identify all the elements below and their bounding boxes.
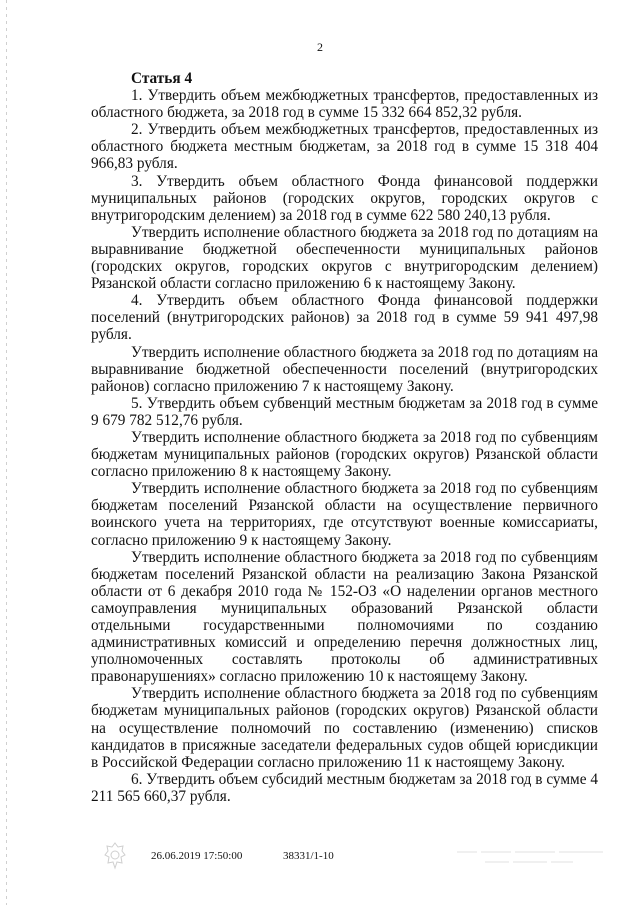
footer-document-code: 38331/1-10: [283, 850, 334, 862]
paragraph: 5. Утвердить объем субвенций местным бюджетам за 2018 год в сумме 9 679 782 512,76 рубля.: [91, 394, 598, 429]
page-footer: [0, 850, 640, 880]
paragraph: 2. Утвердить объем межбюджетных трансфертов, предоставленных из областного бюджета местным бюджетам, за 2018 год в сумме 15 318 404 966,83 рубля.: [91, 121, 598, 173]
paragraph: Утвердить исполнение областного бюджета за 2018 год по дотациям на выравнивание бюджетной обеспеченности поселений (внутригородских районов) согласно приложению 7 к настоящему Закону.: [91, 343, 598, 395]
paragraph: 4. Утвердить объем областного Фонда финансовой поддержки поселений (внутригородских районов) за 2018 год в сумме 59 941 497,98 рубля.: [91, 292, 598, 344]
paragraph: Утвердить исполнение областного бюджета за 2018 год по субвенциям бюджетам поселений Рязанской области на реализацию Закона Рязанской области от 6 декабря 2010 года № 152-ОЗ «О наделении органов местного самоуправления муниципальных образований Рязанской области отдельными государственными полномочиями по созданию административных комиссий и определению перечня должностных лиц, уполномоченных составлять протоколы об административных правонарушениях» согласно приложению 10 к настоящему Закону.: [91, 548, 598, 686]
page-edge-mark: [6, 0, 7, 905]
paragraph: 3. Утвердить объем областного Фонда финансовой поддержки муниципальных районов (городских округов, городских округов с внутригородским делением) за 2018 год в сумме 622 580 240,13 рубля.: [91, 172, 598, 224]
page-number: 2: [317, 40, 323, 54]
paragraph: Утвердить исполнение областного бюджета за 2018 год по субвенциям бюджетам муниципальных районов (городских округов) Рязанской области согласно приложению 8 к настоящему Закону.: [91, 428, 598, 481]
paragraph: 6. Утвердить объем субсидий местным бюджетам за 2018 год в сумме 4 211 565 660,37 рубля.: [91, 770, 598, 805]
paragraph: Утвердить исполнение областного бюджета за 2018 год по субвенциям бюджетам муниципальных районов (городских округов) Рязанской области на осуществление полномочий по составлению (изменению) списков кандидатов в присяжные заседатели федеральных судов общей юрисдикции в Российской Федерации согласно приложению 11 к настоящему Закону.: [91, 685, 598, 771]
document-body: [91, 70, 598, 805]
paragraph: Утвердить исполнение областного бюджета за 2018 год по дотациям на выравнивание бюджетной обеспеченности муниципальных районов (городских округов, городских округов с внутригородским делением) Рязанской области согласно приложению 6 к настоящему Закону.: [91, 223, 598, 293]
coat-of-arms-icon: [104, 842, 126, 870]
stamp-watermark-icon: [455, 846, 605, 870]
article-heading: Статья 4: [131, 70, 193, 87]
paragraph: 1. Утвердить объем межбюджетных трансфертов, предоставленных из областного бюджета, за 2018 год в сумме 15 332 664 852,32 рубля.: [91, 87, 598, 122]
footer-timestamp: 26.06.2019 17:50:00: [151, 850, 243, 862]
paragraph: Утвердить исполнение областного бюджета за 2018 год по субвенциям бюджетам поселений Рязанской области на осуществление первичного воинского учета на территориях, где отсутствуют военные комиссариаты, согласно приложению 9 к настоящему Закону.: [91, 480, 598, 549]
